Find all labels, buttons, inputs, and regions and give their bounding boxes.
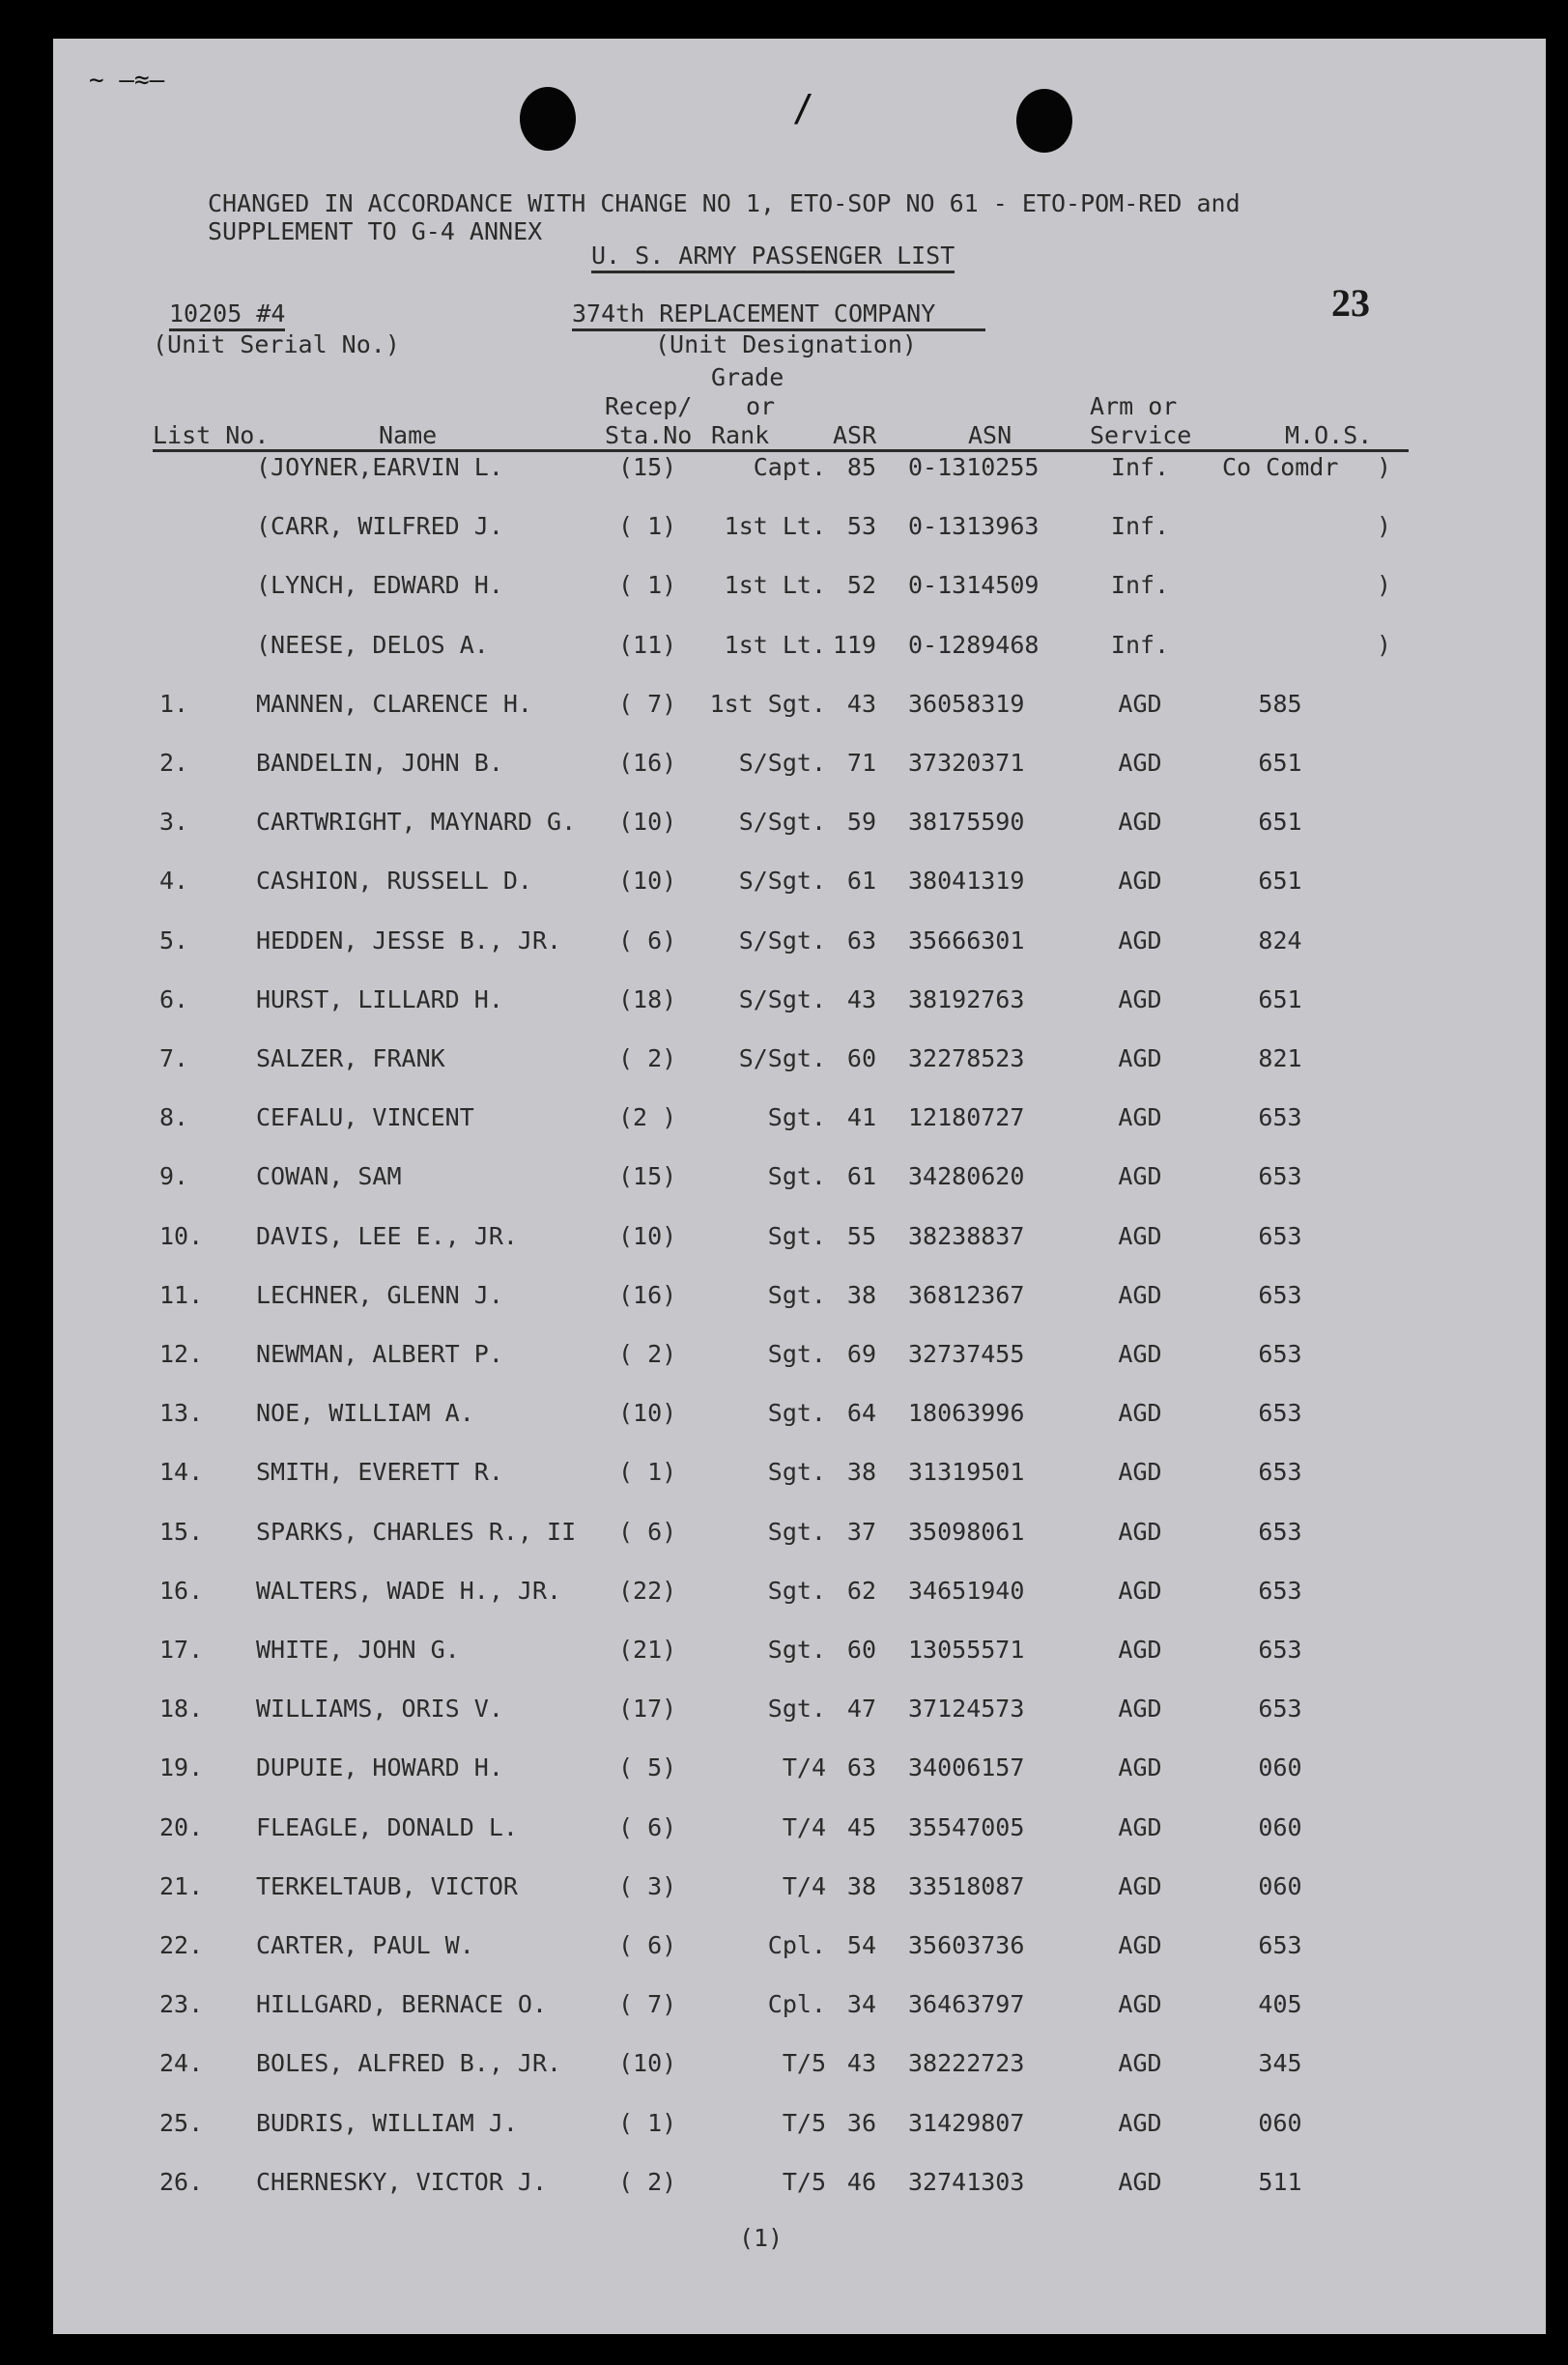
cell-rank: T/5 bbox=[782, 2167, 826, 2196]
cell-asr: 53 bbox=[846, 512, 876, 541]
cell-recep-station: ( 5) bbox=[618, 1753, 677, 1782]
cell-arm-service: Inf. bbox=[1110, 630, 1170, 659]
cell-list-number: 23. bbox=[159, 1990, 204, 2019]
change-notice-line2: SUPPLEMENT TO G-4 ANNEX bbox=[208, 217, 543, 245]
table-row bbox=[0, 511, 1568, 550]
cell-asn: 13055571 bbox=[908, 1636, 1025, 1664]
cell-name: HILLGARD, BERNACE O. bbox=[256, 1990, 548, 2019]
cell-rank: Cpl. bbox=[767, 1931, 826, 1959]
cell-asr: 45 bbox=[846, 1812, 876, 1841]
cell-name: DUPUIE, HOWARD H. bbox=[256, 1753, 503, 1782]
col-arm-line2: Service bbox=[1090, 421, 1192, 449]
cell-name: CARTER, PAUL W. bbox=[256, 1931, 474, 1959]
cell-rank: Sgt. bbox=[767, 1576, 826, 1605]
page-number: 23 bbox=[1331, 281, 1370, 325]
table-row bbox=[0, 1930, 1568, 1969]
cell-rank: S/Sgt. bbox=[738, 749, 826, 777]
cell-rank: 1st Lt. bbox=[724, 571, 826, 600]
table-row bbox=[0, 866, 1568, 904]
cell-arm-service: AGD bbox=[1118, 1753, 1162, 1782]
cell-arm-service: AGD bbox=[1118, 1103, 1162, 1132]
cell-bracket: ) bbox=[1377, 512, 1392, 541]
cell-asn: 38041319 bbox=[908, 867, 1025, 896]
cell-name: TERKELTAUB, VICTOR bbox=[256, 1871, 518, 1900]
cell-list-number: 12. bbox=[159, 1340, 204, 1368]
cell-recep-station: (16) bbox=[618, 749, 677, 777]
cell-arm-service: AGD bbox=[1118, 1576, 1162, 1605]
cell-rank: T/5 bbox=[782, 2108, 826, 2137]
cell-rank: Sgt. bbox=[767, 1399, 826, 1428]
cell-arm-service: Inf. bbox=[1110, 571, 1170, 600]
cell-recep-station: (18) bbox=[618, 984, 677, 1013]
cell-rank: S/Sgt. bbox=[738, 984, 826, 1013]
cell-asr: 55 bbox=[846, 1221, 876, 1250]
cell-arm-service: AGD bbox=[1118, 689, 1162, 718]
cell-asn: 36463797 bbox=[908, 1990, 1025, 2019]
col-asn: ASN bbox=[968, 421, 1012, 449]
cell-mos: 060 bbox=[1258, 1753, 1302, 1782]
cell-mos: 651 bbox=[1258, 749, 1302, 777]
cell-asn: 34280620 bbox=[908, 1162, 1025, 1191]
cell-asr: 119 bbox=[832, 630, 876, 659]
cell-arm-service: AGD bbox=[1118, 1162, 1162, 1191]
unit-designation: 374th REPLACEMENT COMPANY bbox=[572, 299, 985, 331]
cell-asn: 36812367 bbox=[908, 1280, 1025, 1309]
cell-asr: 37 bbox=[846, 1517, 876, 1546]
cell-asn: 0-1314509 bbox=[908, 571, 1040, 600]
table-row bbox=[0, 1161, 1568, 1200]
cell-asn: 36058319 bbox=[908, 689, 1025, 718]
cell-arm-service: Inf. bbox=[1110, 453, 1170, 481]
cell-asr: 46 bbox=[846, 2167, 876, 2196]
cell-asn: 33518087 bbox=[908, 1871, 1025, 1900]
cell-arm-service: Inf. bbox=[1110, 512, 1170, 541]
table-row bbox=[0, 1752, 1568, 1791]
cell-list-number: 18. bbox=[159, 1695, 204, 1724]
cell-mos: 653 bbox=[1258, 1931, 1302, 1959]
table-row bbox=[0, 2048, 1568, 2087]
cell-name: CARTWRIGHT, MAYNARD G. bbox=[256, 808, 577, 837]
cell-asn: 32741303 bbox=[908, 2167, 1025, 2196]
table-row bbox=[0, 807, 1568, 845]
cell-name: SALZER, FRANK bbox=[256, 1044, 445, 1072]
cell-name: (CARR, WILFRED J. bbox=[256, 512, 503, 541]
cell-name: CASHION, RUSSELL D. bbox=[256, 867, 532, 896]
cell-recep-station: (2 ) bbox=[618, 1103, 677, 1132]
cell-rank: T/4 bbox=[782, 1871, 826, 1900]
cell-name: FLEAGLE, DONALD L. bbox=[256, 1812, 518, 1841]
cell-mos: 345 bbox=[1258, 2049, 1302, 2078]
cell-rank: Cpl. bbox=[767, 1990, 826, 2019]
cell-list-number: 13. bbox=[159, 1399, 204, 1428]
cell-name: MANNEN, CLARENCE H. bbox=[256, 689, 532, 718]
table-row bbox=[0, 2108, 1568, 2147]
cell-list-number: 10. bbox=[159, 1221, 204, 1250]
cell-name: SPARKS, CHARLES R., II bbox=[256, 1517, 577, 1546]
cell-arm-service: AGD bbox=[1118, 2167, 1162, 2196]
cell-asn: 37124573 bbox=[908, 1695, 1025, 1724]
cell-list-number: 19. bbox=[159, 1753, 204, 1782]
cell-arm-service: AGD bbox=[1118, 926, 1162, 955]
cell-recep-station: ( 1) bbox=[618, 512, 677, 541]
cell-rank: S/Sgt. bbox=[738, 926, 826, 955]
cell-asn: 38222723 bbox=[908, 2049, 1025, 2078]
cell-arm-service: AGD bbox=[1118, 808, 1162, 837]
cell-name: CHERNESKY, VICTOR J. bbox=[256, 2167, 548, 2196]
cell-mos: 653 bbox=[1258, 1636, 1302, 1664]
table-row bbox=[0, 452, 1568, 491]
cell-asr: 43 bbox=[846, 984, 876, 1013]
cell-mos: 821 bbox=[1258, 1044, 1302, 1072]
cell-arm-service: AGD bbox=[1118, 1044, 1162, 1072]
cell-asn: 0-1289468 bbox=[908, 630, 1040, 659]
cell-mos: 585 bbox=[1258, 689, 1302, 718]
table-row bbox=[0, 630, 1568, 669]
cell-mos: 653 bbox=[1258, 1576, 1302, 1605]
cell-asn: 18063996 bbox=[908, 1399, 1025, 1428]
cell-arm-service: AGD bbox=[1118, 1221, 1162, 1250]
cell-rank: Sgt. bbox=[767, 1636, 826, 1664]
cell-rank: 1st Lt. bbox=[724, 630, 826, 659]
table-row bbox=[0, 1457, 1568, 1496]
cell-list-number: 15. bbox=[159, 1517, 204, 1546]
cell-asr: 43 bbox=[846, 689, 876, 718]
cell-list-number: 4. bbox=[159, 867, 189, 896]
punch-hole-right bbox=[1016, 89, 1072, 153]
cell-mos: 060 bbox=[1258, 1812, 1302, 1841]
cell-list-number: 8. bbox=[159, 1103, 189, 1132]
cell-list-number: 22. bbox=[159, 1931, 204, 1959]
change-notice-line1: CHANGED IN ACCORDANCE WITH CHANGE NO 1, ETO-SOP NO 61 - ETO-POM-RED and bbox=[208, 189, 1240, 217]
cell-list-number: 17. bbox=[159, 1636, 204, 1664]
cell-asn: 34651940 bbox=[908, 1576, 1025, 1605]
cell-arm-service: AGD bbox=[1118, 749, 1162, 777]
cell-asn: 38192763 bbox=[908, 984, 1025, 1013]
cell-mos: 653 bbox=[1258, 1695, 1302, 1724]
cell-asn: 35603736 bbox=[908, 1931, 1025, 1959]
cell-asr: 62 bbox=[846, 1576, 876, 1605]
cell-list-number: 1. bbox=[159, 689, 189, 718]
cell-name: HURST, LILLARD H. bbox=[256, 984, 503, 1013]
cell-name: WILLIAMS, ORIS V. bbox=[256, 1695, 503, 1724]
cell-mos: 651 bbox=[1258, 984, 1302, 1013]
table-row bbox=[0, 984, 1568, 1023]
cell-recep-station: ( 1) bbox=[618, 1458, 677, 1487]
cell-asn: 35666301 bbox=[908, 926, 1025, 955]
cell-list-number: 7. bbox=[159, 1044, 189, 1072]
cell-list-number: 5. bbox=[159, 926, 189, 955]
cell-asr: 38 bbox=[846, 1280, 876, 1309]
cell-asr: 69 bbox=[846, 1340, 876, 1368]
cell-recep-station: ( 6) bbox=[618, 1812, 677, 1841]
cell-mos: 653 bbox=[1258, 1517, 1302, 1546]
cell-arm-service: AGD bbox=[1118, 1812, 1162, 1841]
cell-mos: 060 bbox=[1258, 2108, 1302, 2137]
cell-asr: 63 bbox=[846, 1753, 876, 1782]
cell-mos: 653 bbox=[1258, 1399, 1302, 1428]
cell-recep-station: (15) bbox=[618, 453, 677, 481]
cell-rank: Sgt. bbox=[767, 1162, 826, 1191]
cell-asr: 85 bbox=[846, 453, 876, 481]
cell-recep-station: ( 2) bbox=[618, 2167, 677, 2196]
cell-rank: Sgt. bbox=[767, 1517, 826, 1546]
col-recep-line2: Sta.No bbox=[605, 421, 693, 449]
cell-asr: 54 bbox=[846, 1931, 876, 1959]
punch-hole-left bbox=[520, 87, 576, 151]
col-grade-line3: Rank bbox=[711, 421, 770, 449]
cell-rank: Sgt. bbox=[767, 1340, 826, 1368]
cell-rank: 1st Sgt. bbox=[709, 689, 826, 718]
cell-mos: 653 bbox=[1258, 1280, 1302, 1309]
cell-list-number: 3. bbox=[159, 808, 189, 837]
cell-asn: 35098061 bbox=[908, 1517, 1025, 1546]
cell-recep-station: (10) bbox=[618, 808, 677, 837]
cell-arm-service: AGD bbox=[1118, 1517, 1162, 1546]
unit-serial-number: 10205 #4 bbox=[169, 299, 285, 331]
cell-mos: 651 bbox=[1258, 867, 1302, 896]
cell-arm-service: AGD bbox=[1118, 1458, 1162, 1487]
cell-asn: 32278523 bbox=[908, 1044, 1025, 1072]
table-row bbox=[0, 1398, 1568, 1437]
table-row bbox=[0, 1871, 1568, 1910]
cell-bracket: ) bbox=[1377, 571, 1392, 600]
cell-asr: 59 bbox=[846, 808, 876, 837]
cell-mos: 653 bbox=[1258, 1103, 1302, 1132]
table-row bbox=[0, 2167, 1568, 2206]
col-arm-line1: Arm or bbox=[1090, 392, 1178, 420]
cell-recep-station: (10) bbox=[618, 1221, 677, 1250]
cell-mos: 653 bbox=[1258, 1221, 1302, 1250]
table-row bbox=[0, 1102, 1568, 1141]
table-row bbox=[0, 1339, 1568, 1378]
cell-recep-station: (11) bbox=[618, 630, 677, 659]
cell-name: BANDELIN, JOHN B. bbox=[256, 749, 503, 777]
cell-rank: S/Sgt. bbox=[738, 1044, 826, 1072]
cell-asr: 60 bbox=[846, 1636, 876, 1664]
cell-list-number: 21. bbox=[159, 1871, 204, 1900]
table-row bbox=[0, 1517, 1568, 1555]
cell-list-number: 2. bbox=[159, 749, 189, 777]
cell-mos: 060 bbox=[1258, 1871, 1302, 1900]
col-list-no: List No. bbox=[153, 421, 270, 449]
cell-asr: 43 bbox=[846, 2049, 876, 2078]
cell-mos: 653 bbox=[1258, 1340, 1302, 1368]
cell-asr: 34 bbox=[846, 1990, 876, 2019]
corner-scribble: ~ –≈– bbox=[89, 66, 165, 95]
table-row bbox=[0, 1812, 1568, 1851]
table-row bbox=[0, 689, 1568, 727]
cell-asn: 12180727 bbox=[908, 1103, 1025, 1132]
cell-recep-station: ( 2) bbox=[618, 1340, 677, 1368]
cell-arm-service: AGD bbox=[1118, 1695, 1162, 1724]
cell-name: BOLES, ALFRED B., JR. bbox=[256, 2049, 562, 2078]
cell-name: LECHNER, GLENN J. bbox=[256, 1280, 503, 1309]
cell-recep-station: ( 2) bbox=[618, 1044, 677, 1072]
cell-arm-service: AGD bbox=[1118, 1340, 1162, 1368]
cell-mos: 651 bbox=[1258, 808, 1302, 837]
cell-recep-station: ( 6) bbox=[618, 1517, 677, 1546]
cell-rank: T/5 bbox=[782, 2049, 826, 2078]
cell-asn: 31319501 bbox=[908, 1458, 1025, 1487]
cell-recep-station: ( 6) bbox=[618, 926, 677, 955]
cell-list-number: 26. bbox=[159, 2167, 204, 2196]
cell-rank: T/4 bbox=[782, 1753, 826, 1782]
cell-arm-service: AGD bbox=[1118, 1931, 1162, 1959]
cell-mos: 405 bbox=[1258, 1990, 1302, 2019]
cell-asn: 38238837 bbox=[908, 1221, 1025, 1250]
cell-name: HEDDEN, JESSE B., JR. bbox=[256, 926, 562, 955]
col-grade-line2: or bbox=[746, 392, 776, 420]
cell-asn: 37320371 bbox=[908, 749, 1025, 777]
cell-name: BUDRIS, WILLIAM J. bbox=[256, 2108, 518, 2137]
cell-list-number: 9. bbox=[159, 1162, 189, 1191]
col-grade-line1: Grade bbox=[711, 363, 784, 391]
table-row bbox=[0, 1576, 1568, 1614]
cell-asn: 34006157 bbox=[908, 1753, 1025, 1782]
cell-asr: 41 bbox=[846, 1103, 876, 1132]
table-row bbox=[0, 1989, 1568, 2028]
cell-recep-station: (10) bbox=[618, 2049, 677, 2078]
cell-rank: Capt. bbox=[753, 453, 826, 481]
cell-rank: Sgt. bbox=[767, 1103, 826, 1132]
cell-name: COWAN, SAM bbox=[256, 1162, 402, 1191]
cell-arm-service: AGD bbox=[1118, 1636, 1162, 1664]
cell-bracket: ) bbox=[1377, 630, 1392, 659]
col-name: Name bbox=[379, 421, 438, 449]
cell-mos: 824 bbox=[1258, 926, 1302, 955]
unit-designation-label: (Unit Designation) bbox=[655, 330, 917, 358]
cell-name: NOE, WILLIAM A. bbox=[256, 1399, 474, 1428]
cell-recep-station: (22) bbox=[618, 1576, 677, 1605]
cell-asn: 32737455 bbox=[908, 1340, 1025, 1368]
cell-rank: S/Sgt. bbox=[738, 867, 826, 896]
cell-rank: Sgt. bbox=[767, 1458, 826, 1487]
cell-rank: S/Sgt. bbox=[738, 808, 826, 837]
unit-serial-label: (Unit Serial No.) bbox=[153, 330, 400, 358]
cell-recep-station: (21) bbox=[618, 1636, 677, 1664]
cell-arm-service: AGD bbox=[1118, 2108, 1162, 2137]
cell-name: WHITE, JOHN G. bbox=[256, 1636, 460, 1664]
cell-rank: Sgt. bbox=[767, 1695, 826, 1724]
footer-page-label: (1) bbox=[739, 2224, 784, 2252]
table-row bbox=[0, 1694, 1568, 1732]
cell-asr: 36 bbox=[846, 2108, 876, 2137]
cell-bracket: ) bbox=[1377, 453, 1392, 481]
cell-asn: 35547005 bbox=[908, 1812, 1025, 1841]
cell-asn: 0-1310255 bbox=[908, 453, 1040, 481]
cell-recep-station: ( 3) bbox=[618, 1871, 677, 1900]
cell-recep-station: ( 1) bbox=[618, 571, 677, 600]
cell-name: (JOYNER,EARVIN L. bbox=[256, 453, 503, 481]
cell-arm-service: AGD bbox=[1118, 1871, 1162, 1900]
cell-list-number: 14. bbox=[159, 1458, 204, 1487]
cell-list-number: 24. bbox=[159, 2049, 204, 2078]
cell-name: (NEESE, DELOS A. bbox=[256, 630, 489, 659]
cell-arm-service: AGD bbox=[1118, 2049, 1162, 2078]
table-row bbox=[0, 1635, 1568, 1673]
table-row bbox=[0, 1221, 1568, 1260]
cell-recep-station: (16) bbox=[618, 1280, 677, 1309]
pen-mark: / bbox=[792, 87, 814, 129]
cell-rank: Sgt. bbox=[767, 1280, 826, 1309]
table-row bbox=[0, 748, 1568, 786]
cell-list-number: 6. bbox=[159, 984, 189, 1013]
cell-mos: 653 bbox=[1258, 1162, 1302, 1191]
cell-list-number: 16. bbox=[159, 1576, 204, 1605]
table-row bbox=[0, 926, 1568, 964]
col-recep-line1: Recep/ bbox=[605, 392, 693, 420]
cell-asn: 31429807 bbox=[908, 2108, 1025, 2137]
cell-name: CEFALU, VINCENT bbox=[256, 1103, 474, 1132]
cell-recep-station: (10) bbox=[618, 1399, 677, 1428]
cell-mos: 653 bbox=[1258, 1458, 1302, 1487]
cell-recep-station: ( 1) bbox=[618, 2108, 677, 2137]
cell-name: SMITH, EVERETT R. bbox=[256, 1458, 503, 1487]
table-row bbox=[0, 1043, 1568, 1082]
table-row bbox=[0, 1280, 1568, 1319]
cell-asr: 38 bbox=[846, 1871, 876, 1900]
col-asr: ASR bbox=[833, 421, 877, 449]
cell-mos: Co Comdr bbox=[1222, 453, 1339, 481]
cell-name: NEWMAN, ALBERT P. bbox=[256, 1340, 503, 1368]
cell-asr: 64 bbox=[846, 1399, 876, 1428]
cell-name: DAVIS, LEE E., JR. bbox=[256, 1221, 518, 1250]
cell-name: (LYNCH, EDWARD H. bbox=[256, 571, 503, 600]
cell-asr: 61 bbox=[846, 1162, 876, 1191]
cell-rank: Sgt. bbox=[767, 1221, 826, 1250]
cell-arm-service: AGD bbox=[1118, 984, 1162, 1013]
cell-recep-station: ( 7) bbox=[618, 1990, 677, 2019]
cell-list-number: 25. bbox=[159, 2108, 204, 2137]
col-mos: M.O.S. bbox=[1285, 421, 1373, 449]
cell-recep-station: (10) bbox=[618, 867, 677, 896]
cell-asr: 47 bbox=[846, 1695, 876, 1724]
cell-recep-station: (15) bbox=[618, 1162, 677, 1191]
cell-name: WALTERS, WADE H., JR. bbox=[256, 1576, 562, 1605]
cell-recep-station: ( 7) bbox=[618, 689, 677, 718]
cell-asr: 52 bbox=[846, 571, 876, 600]
cell-recep-station: ( 6) bbox=[618, 1931, 677, 1959]
cell-asn: 38175590 bbox=[908, 808, 1025, 837]
cell-rank: 1st Lt. bbox=[724, 512, 826, 541]
cell-arm-service: AGD bbox=[1118, 1280, 1162, 1309]
cell-arm-service: AGD bbox=[1118, 1399, 1162, 1428]
cell-asr: 38 bbox=[846, 1458, 876, 1487]
cell-rank: T/4 bbox=[782, 1812, 826, 1841]
cell-asn: 0-1313963 bbox=[908, 512, 1040, 541]
cell-asr: 71 bbox=[846, 749, 876, 777]
cell-mos: 511 bbox=[1258, 2167, 1302, 2196]
cell-recep-station: (17) bbox=[618, 1695, 677, 1724]
cell-asr: 60 bbox=[846, 1044, 876, 1072]
cell-asr: 63 bbox=[846, 926, 876, 955]
cell-asr: 61 bbox=[846, 867, 876, 896]
list-title: U. S. ARMY PASSENGER LIST bbox=[591, 242, 955, 273]
cell-list-number: 20. bbox=[159, 1812, 204, 1841]
cell-list-number: 11. bbox=[159, 1280, 204, 1309]
cell-arm-service: AGD bbox=[1118, 1990, 1162, 2019]
cell-arm-service: AGD bbox=[1118, 867, 1162, 896]
table-row bbox=[0, 570, 1568, 609]
